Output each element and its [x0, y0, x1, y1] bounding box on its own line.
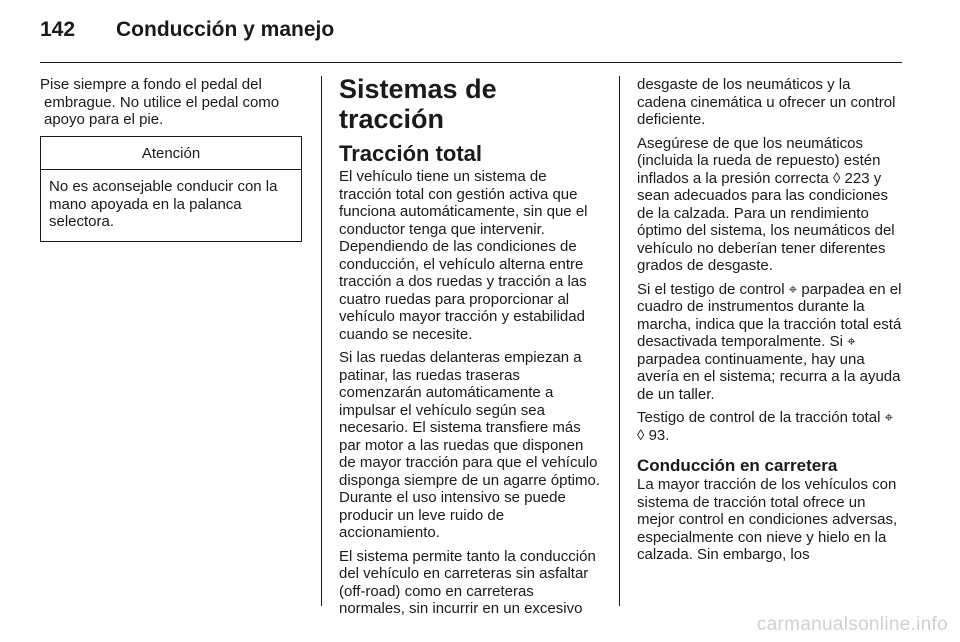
attention-body: No es aconsejable conducir con la mano apoyada en la palanca selectora.: [49, 178, 278, 230]
column-middle: [339, 76, 603, 624]
column-divider: [321, 76, 322, 606]
watermark: carmanualsonline.info: [756, 614, 948, 635]
column-right: [637, 76, 902, 570]
page-number: 142: [40, 18, 76, 41]
attention-box: [40, 136, 302, 242]
intro-paragraph: Pise siempre a fondo el pedal del embrague. No utilice el pedal como apoyo para el pie.: [40, 76, 280, 128]
paragraph: La mayor tracción de los vehículos con sistema de tracción total ofrece un mejor control en condiciones adversas, especialmente con nieve y hielo en la calzada. Sin embargo, los: [637, 476, 898, 563]
running-title: Conducción y manejo: [116, 18, 335, 41]
paragraph: El sistema permite tanto la conducción del vehículo en carreteras sin asfaltar (off-road) como en carreteras normales, sin incurrir en un excesivo: [339, 547, 596, 617]
paragraph: Testigo de control de la tracción total ⌖ ◊ 93.: [637, 409, 894, 444]
subsection-title: Conducción en carretera: [637, 456, 838, 475]
paragraph: Asegúrese de que los neumáticos (incluida la rueda de repuesto) estén inflados a la presión correcta ◊ 223 y sean adecuados para las condiciones de la calzada. Para un rendimiento óptimo del sistema, los neumáticos del vehículo no deberían tener diferentes grados de desgaste.: [637, 134, 895, 274]
paragraph: El vehículo tiene un sistema de tracción total con gestión activa que funciona automáticamente, sin que el conductor tenga que intervenir. Dependiendo de las condiciones de conducción, el vehículo alterna entre tracción a dos ruedas y tracción a las cuatro ruedas para proporcionar al vehículo mayor tracción y estabilidad cuando se necesite.: [339, 168, 588, 343]
subsection-title: Tracción total: [339, 141, 483, 166]
column-divider: [619, 76, 620, 606]
column-left: [40, 76, 302, 242]
section-title: Sistemas de tracción: [339, 74, 497, 134]
paragraph: Si las ruedas delanteras empiezan a patinar, las ruedas traseras comenzarán automáticamente a impulsar el vehículo según sea necesario. El sistema transfiere más par motor a las ruedas que disponen de mayor tracción para que el vehículo disponga siempre de un agarre óptimo. Durante el uso intensivo se puede producir un leve ruido de accionamiento.: [339, 349, 600, 541]
paragraph: desgaste de los neumáticos y la cadena cinemática u ofrecer un control deficiente.: [637, 76, 896, 128]
attention-title: Atención: [41, 137, 301, 171]
page-header: [40, 10, 902, 63]
paragraph: Si el testigo de control ⌖ parpadea en el cuadro de instrumentos durante la marcha, indica que la tracción total está desactivada temporalmente. Si ⌖ parpadea continuamente, hay una avería en el sistema; recurra a la ayuda de un taller.: [637, 280, 902, 403]
